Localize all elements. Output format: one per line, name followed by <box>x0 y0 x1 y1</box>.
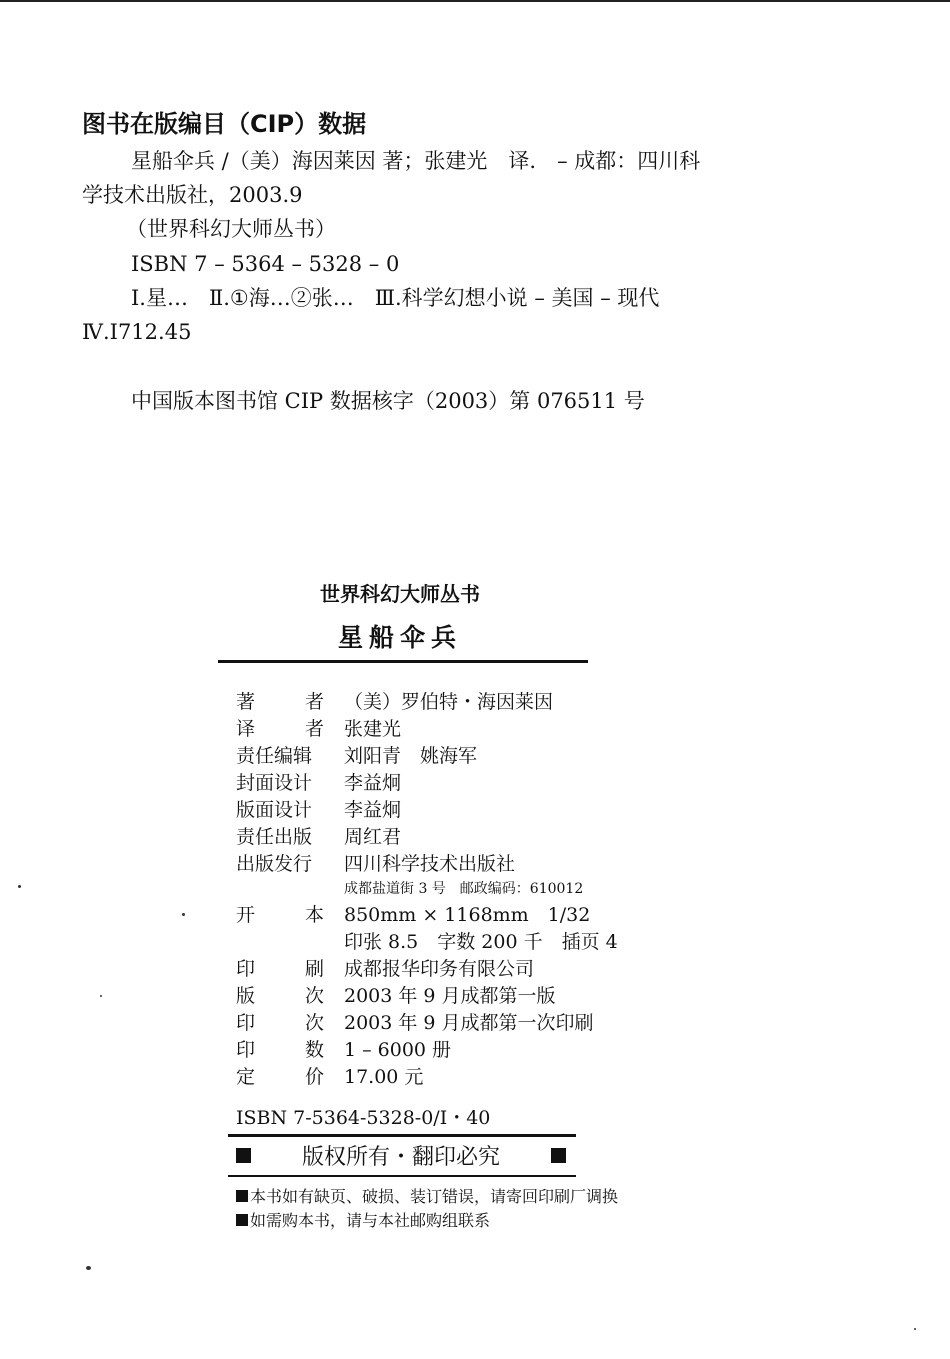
isbn-full: ISBN 7-5364-5328-0/I・40 <box>236 1107 491 1129</box>
scan-speck <box>18 885 21 888</box>
cip-line-6: Ⅳ.I712.45 <box>82 320 192 344</box>
scan-speck <box>914 1328 916 1330</box>
credit-author <box>236 687 656 714</box>
copyright-text: 版权所有・翻印必究 <box>301 1145 500 1170</box>
black-square-icon <box>236 1214 248 1226</box>
cip-line-3: （世界科幻大师丛书） <box>126 217 336 241</box>
credit-label: 版 次 <box>236 985 324 1007</box>
copyright-notice <box>236 1140 566 1171</box>
credit-value: 四川科学技术出版社 <box>344 853 516 875</box>
cip-approval-number: 中国版本图书馆 CIP 数据核字（2003）第 076511 号 <box>131 389 645 413</box>
credit-label: 定 价 <box>236 1066 324 1088</box>
black-square-icon <box>236 1190 248 1202</box>
copyright-rule-top <box>228 1134 576 1137</box>
credit-publisher <box>236 849 656 876</box>
credit-label: 封面设计 <box>236 772 313 794</box>
credit-value: 850mm × 1168mm 1/32 <box>344 904 591 926</box>
credit-format <box>236 900 656 927</box>
cip-line-2: 学技术出版社，2003.9 <box>82 183 303 207</box>
credit-label: 出版发行 <box>236 853 313 875</box>
credit-edition <box>236 981 656 1008</box>
cip-line-4: ISBN 7 – 5364 – 5328 – 0 <box>131 252 400 276</box>
note-line-2: 如需购本书，请与本社邮购组联系 <box>236 1208 490 1231</box>
credit-value: 张建光 <box>344 718 402 740</box>
credit-translator <box>236 714 656 741</box>
credit-label: 印 刷 <box>236 958 324 980</box>
scan-speck <box>100 995 102 997</box>
credit-value: 1 – 6000 册 <box>344 1039 452 1061</box>
credit-format-detail <box>236 927 656 954</box>
cip-line-5: Ⅰ.星… Ⅱ.①海…②张… Ⅲ.科学幻想小说 – 美国 – 现代 <box>131 286 660 310</box>
credit-value: 印张 8.5 字数 200 千 插页 4 <box>344 931 618 953</box>
cip-heading: 图书在版编目（CIP）数据 <box>82 110 367 138</box>
credit-value: 成都报华印务有限公司 <box>344 958 535 980</box>
credit-value: 刘阳青 姚海军 <box>344 745 478 767</box>
credit-label: 印 次 <box>236 1012 324 1034</box>
credit-layout-design <box>236 795 656 822</box>
note-line-1: 本书如有缺页、破损、装订错误，请寄回印刷厂调换 <box>236 1184 618 1207</box>
credit-value: 成都盐道街 3 号 邮政编码：610012 <box>344 881 584 897</box>
credit-value: 2003 年 9 月成都第一次印刷 <box>344 1012 594 1034</box>
credit-price <box>236 1062 656 1089</box>
series-name: 世界科幻大师丛书 <box>320 582 480 606</box>
credit-value: 2003 年 9 月成都第一版 <box>344 985 556 1007</box>
credit-label: 责任出版 <box>236 826 313 848</box>
credit-label: 版面设计 <box>236 799 313 821</box>
scan-speck <box>86 1266 91 1270</box>
black-square-icon <box>236 1148 251 1163</box>
black-square-icon <box>551 1148 566 1163</box>
credit-editor <box>236 741 656 768</box>
copyright-rule-bottom <box>228 1175 576 1177</box>
credit-publisher-address <box>236 876 656 900</box>
credit-label: 责任编辑 <box>236 745 313 767</box>
credit-label: 译 者 <box>236 718 324 740</box>
credit-value: 周红君 <box>344 826 402 848</box>
credit-label: 印 数 <box>236 1039 324 1061</box>
credit-cover-design <box>236 768 656 795</box>
credit-value: 李益炯 <box>344 799 402 821</box>
credits-block <box>236 687 656 1089</box>
title-rule <box>218 660 588 663</box>
book-title: 星船伞兵 <box>337 623 462 652</box>
credit-label: 开 本 <box>236 904 324 926</box>
credit-label: 著 者 <box>236 691 324 713</box>
credit-value: （美）罗伯特・海因莱因 <box>344 691 554 713</box>
credit-value: 17.00 元 <box>344 1066 424 1088</box>
scan-speck <box>182 913 185 916</box>
cip-line-1: 星船伞兵 /（美）海因莱因 著；张建光 译. – 成都：四川科 <box>131 149 701 173</box>
top-edge-line <box>0 0 950 2</box>
credit-print-run <box>236 1035 656 1062</box>
credit-impression <box>236 1008 656 1035</box>
credit-publishing <box>236 822 656 849</box>
credit-value: 李益炯 <box>344 772 402 794</box>
credit-printer <box>236 954 656 981</box>
